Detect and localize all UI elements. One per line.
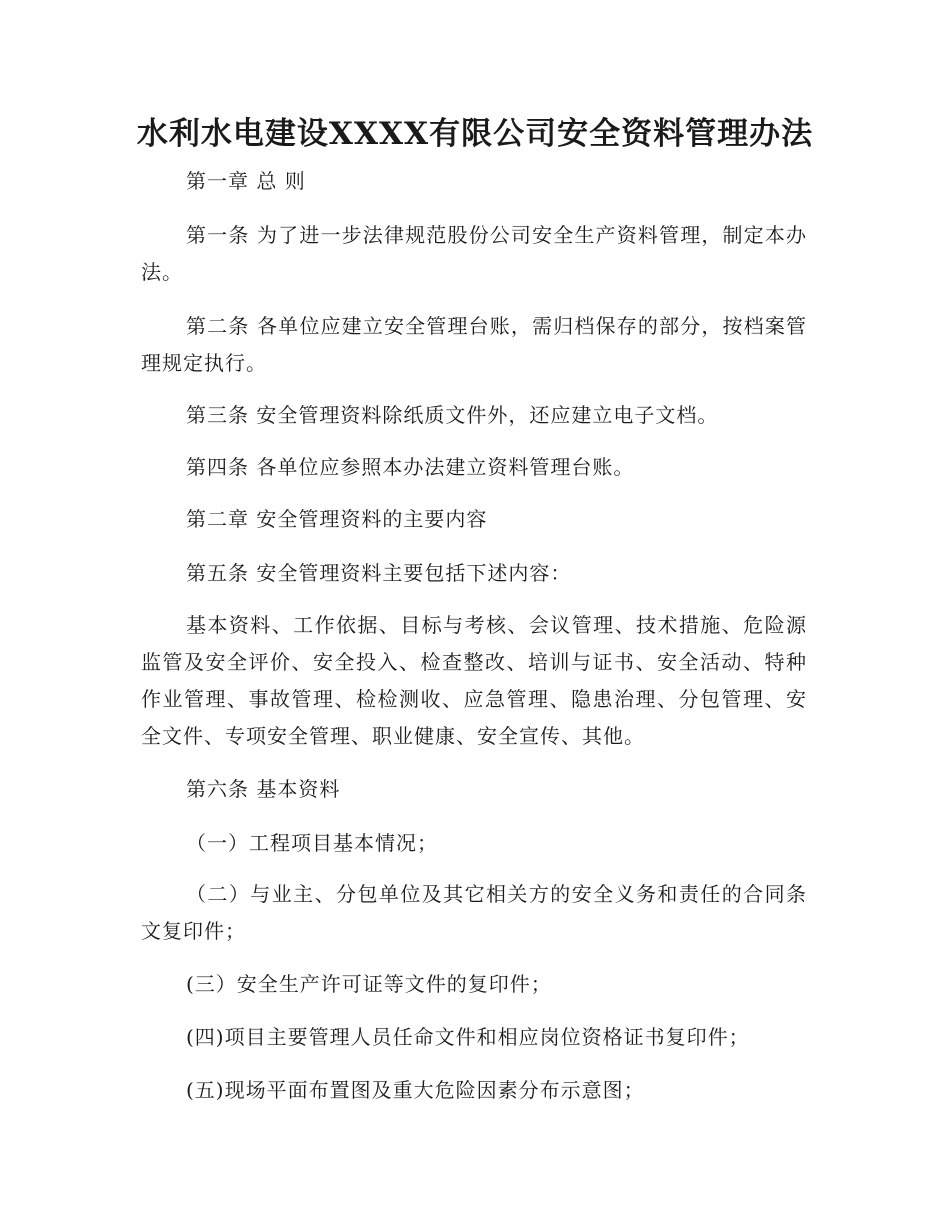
- article-6-item-4: (四)项目主要管理人员任命文件和相应岗位资格证书复印件；: [186, 1025, 750, 1049]
- article-6-item-3: (三）安全生产许可证等文件的复印件；: [186, 972, 552, 996]
- article-6-item-2: （二）与业主、分包单位及其它相关方的安全义务和责任的合同条文复印件；: [141, 882, 807, 943]
- article-6: 第六条 基本资料: [186, 777, 341, 801]
- chapter-2-heading: 第二章 安全管理资料的主要内容: [186, 507, 488, 531]
- article-2: 第二条 各单位应建立安全管理台账，需归档保存的部分，按档案管理规定执行。: [141, 314, 807, 375]
- article-4: 第四条 各单位应参照本办法建立资料管理台账。: [186, 455, 635, 479]
- chapter-1-heading: 第一章 总 则: [186, 169, 306, 193]
- article-6-item-1: （一）工程项目基本情况；: [186, 831, 438, 855]
- article-6-item-5: (五)现场平面布置图及重大危险因素分布示意图；: [186, 1078, 645, 1102]
- article-5: 第五条 安全管理资料主要包括下述内容：: [186, 561, 572, 585]
- article-3: 第三条 安全管理资料除纸质文件外，还应建立电子文档。: [186, 403, 719, 427]
- article-1: 第一条 为了进一步法律规范股份公司安全生产资料管理，制定本办法。: [141, 223, 807, 284]
- document-title: 水利水电建设XXXX有限公司安全资料管理办法: [136, 116, 814, 152]
- article-5-content-list: 基本资料、工作依据、目标与考核、会议管理、技术措施、危险源监管及安全评价、安全投入、检查整改、培训与证书、安全活动、特种作业管理、事故管理、检检测收、应急管理、隐患治理、分包管理、安全文件、专项安全管理、职业健康、安全宣传、其他。: [141, 613, 807, 748]
